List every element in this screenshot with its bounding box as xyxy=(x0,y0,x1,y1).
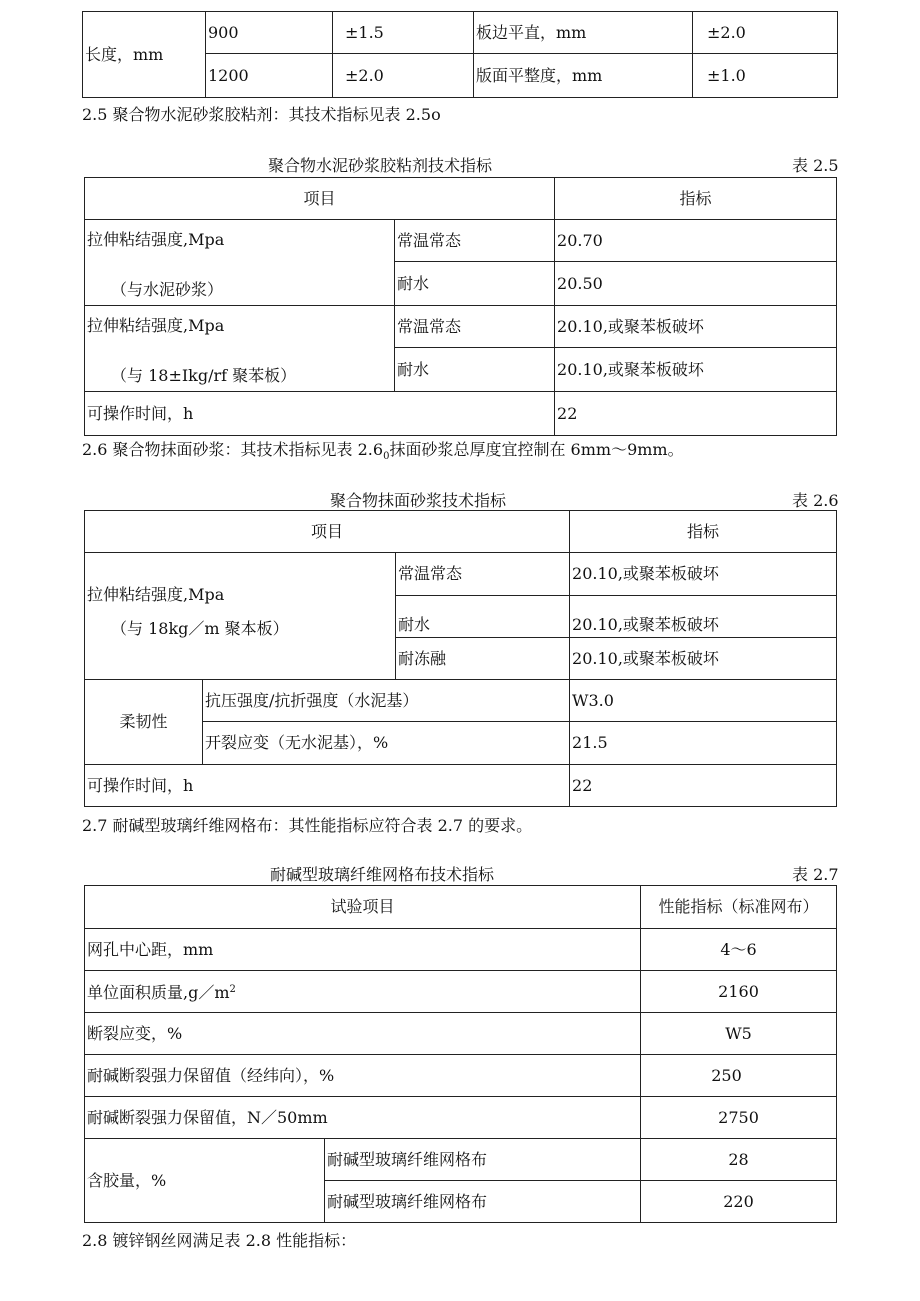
label-text: 单位面积质量,g／m xyxy=(87,983,230,1002)
alkali-retention-n-label: 耐碱断裂强力保留值，N／50mm xyxy=(85,1097,641,1139)
label-line: 拉伸粘结强度,Mpa xyxy=(87,316,225,335)
table-2-4 xyxy=(82,11,838,98)
alkali-retention-pct-label: 耐碱断裂强力保留值（经纬向），% xyxy=(85,1055,641,1097)
superscript: 2 xyxy=(229,984,236,995)
paragraph-2-8: 2.8 镀锌钢丝网满足表 2.8 性能指标： xyxy=(82,1231,357,1250)
header-item: 项目 xyxy=(85,178,555,220)
alkali-retention-pct-value: 250 xyxy=(641,1055,837,1097)
table-2-7-number: 表 2.7 xyxy=(792,865,839,884)
table-2-7 xyxy=(84,885,837,1223)
paragraph-2-5: 2.5 聚合物水泥砂浆胶粘剂：其技术指标见表 2.5o xyxy=(82,105,441,124)
condition: 开裂应变（无水泥基），% xyxy=(203,722,570,765)
length-900: 900 xyxy=(206,12,333,54)
condition: 常温常态 xyxy=(395,306,555,348)
glue-content-label: 含胶量，% xyxy=(85,1139,325,1223)
value: 20.70 xyxy=(555,220,837,262)
alkali-retention-n-value: 2750 xyxy=(641,1097,837,1139)
tolerance: ±1.5 xyxy=(333,12,474,54)
value: W3.0 xyxy=(570,680,837,722)
break-strain-label: 断裂应变，% xyxy=(85,1013,641,1055)
length-1200: 1200 xyxy=(206,54,333,98)
value: 20.10,或聚苯板破坏 xyxy=(555,306,837,348)
condition: 耐水 xyxy=(395,262,555,306)
mesh-spacing-value: 4～6 xyxy=(641,929,837,971)
value: 20.50 xyxy=(555,262,837,306)
tensile-bond-eps-label xyxy=(85,553,396,680)
tensile-bond-cement-label xyxy=(85,220,395,306)
length-label: 长度，mm xyxy=(83,12,206,98)
condition: 耐水 xyxy=(396,596,570,638)
label-line: 拉伸粘结强度,Mpa xyxy=(87,230,225,249)
value: 20.10,或聚苯板破坏 xyxy=(570,596,837,638)
condition: 抗压强度/抗折强度（水泥基） xyxy=(203,680,570,722)
header-item: 项目 xyxy=(85,511,570,553)
condition: 常温常态 xyxy=(396,553,570,596)
working-time-value: 22 xyxy=(555,392,837,436)
label-line: （与 18kg／m 聚本板） xyxy=(111,619,289,638)
label-line: 拉伸粘结强度,Mpa xyxy=(87,585,225,604)
tolerance: ±2.0 xyxy=(333,54,474,98)
value: 20.10,或聚苯板破坏 xyxy=(555,348,837,392)
working-time-label: 可操作时间，h xyxy=(85,392,555,436)
value: 220 xyxy=(641,1181,837,1223)
condition: 耐碱型玻璃纤维网格布 xyxy=(325,1139,641,1181)
condition: 耐水 xyxy=(395,348,555,392)
table-2-5 xyxy=(84,177,837,436)
header-value: 性能指标（标准网布） xyxy=(641,886,837,929)
paragraph-text: 2.6 聚合物抹面砂浆：其技术指标见表 2.6 xyxy=(82,440,384,459)
flexibility-label: 柔韧性 xyxy=(85,680,203,765)
table-2-6-number: 表 2.6 xyxy=(792,491,839,510)
area-mass-value: 2160 xyxy=(641,971,837,1013)
condition: 常温常态 xyxy=(395,220,555,262)
value: 20.10,或聚苯板破坏 xyxy=(570,638,837,680)
label-line: （与 18±Ikg/rf 聚苯板） xyxy=(111,366,297,385)
working-time-value: 22 xyxy=(570,765,837,807)
table-2-5-number: 表 2.5 xyxy=(792,156,839,175)
area-mass-label xyxy=(85,971,641,1013)
subscript: 0 xyxy=(383,451,390,462)
paragraph-2-7: 2.7 耐碱型玻璃纤维网格布：其性能指标应符合表 2.7 的要求。 xyxy=(82,816,533,835)
mesh-spacing-label: 网孔中心距，mm xyxy=(85,929,641,971)
edge-straightness-value: ±2.0 xyxy=(693,12,838,54)
header-value: 指标 xyxy=(570,511,837,553)
table-2-6-caption: 聚合物抹面砂浆技术指标 xyxy=(330,491,507,510)
condition: 耐冻融 xyxy=(396,638,570,680)
paragraph-2-6 xyxy=(82,437,684,462)
table-2-6 xyxy=(84,510,837,807)
value: 28 xyxy=(641,1139,837,1181)
break-strain-value: W5 xyxy=(641,1013,837,1055)
header-value: 指标 xyxy=(555,178,837,220)
header-item: 试验项目 xyxy=(85,886,641,929)
paragraph-text: 抹面砂浆总厚度宜控制在 6mm～9mm。 xyxy=(389,440,684,459)
working-time-label: 可操作时间，h xyxy=(85,765,570,807)
flatness-label: 版面平整度，mm xyxy=(474,54,693,98)
value: 20.10,或聚苯板破坏 xyxy=(570,553,837,596)
tensile-bond-eps-label xyxy=(85,306,395,392)
label-line: （与水泥砂浆） xyxy=(111,280,224,299)
table-2-7-caption: 耐碱型玻璃纤维网格布技术指标 xyxy=(270,865,495,884)
condition: 耐碱型玻璃纤维网格布 xyxy=(325,1181,641,1223)
flatness-value: ±1.0 xyxy=(693,54,838,98)
table-2-5-caption: 聚合物水泥砂浆胶粘剂技术指标 xyxy=(268,156,493,175)
value: 21.5 xyxy=(570,722,837,765)
edge-straightness-label: 板边平直，mm xyxy=(474,12,693,54)
